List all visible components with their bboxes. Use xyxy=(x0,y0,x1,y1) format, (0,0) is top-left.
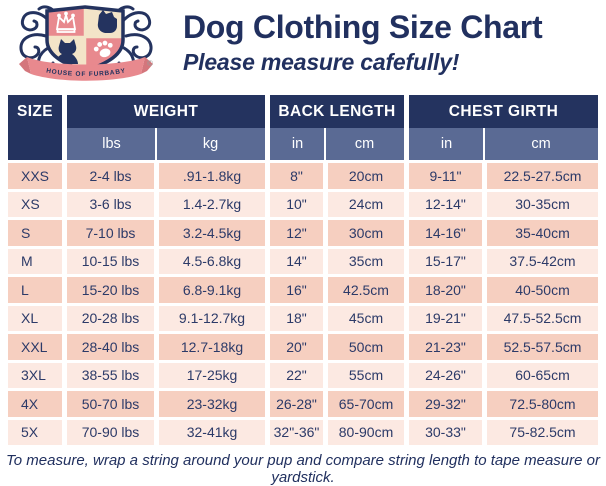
copyright-mark: © xyxy=(147,59,153,68)
unit-label: cm xyxy=(354,136,375,152)
table-cell: 60-65cm xyxy=(487,363,598,389)
table-cell: 32"-36" xyxy=(270,420,323,446)
weight-group-header: WEIGHT xyxy=(67,95,265,128)
table-cell: 4X xyxy=(8,391,62,417)
size-column-header: SIZE xyxy=(8,95,62,160)
ribbon-text: HOUSE OF FURBABY xyxy=(45,67,127,79)
table-cell: 22" xyxy=(270,363,323,389)
table-cell: 20cm xyxy=(328,163,404,189)
column-divider xyxy=(483,128,485,160)
table-cell: 45cm xyxy=(328,306,404,332)
table-cell: 30cm xyxy=(328,220,404,246)
table-cell: L xyxy=(8,277,62,303)
unit-label: lbs xyxy=(102,136,121,152)
table-cell: 29-32" xyxy=(409,391,482,417)
column-divider xyxy=(155,128,157,160)
unit-label: in xyxy=(440,136,453,152)
table-cell: 15-17" xyxy=(409,249,482,275)
table-cell: 35-40cm xyxy=(487,220,598,246)
table-cell: 19-21" xyxy=(409,306,482,332)
table-cell: 47.5-52.5cm xyxy=(487,306,598,332)
table-cell: 20-28 lbs xyxy=(67,306,154,332)
table-cell: 28-40 lbs xyxy=(67,334,154,360)
table-cell: 50cm xyxy=(328,334,404,360)
table-cell: 10-15 lbs xyxy=(67,249,154,275)
table-cell: 12-14" xyxy=(409,192,482,218)
table-cell: XL xyxy=(8,306,62,332)
table-cell: 2-4 lbs xyxy=(67,163,154,189)
table-cell: 7-10 lbs xyxy=(67,220,154,246)
table-cell: 3-6 lbs xyxy=(67,192,154,218)
table-cell: 80-90cm xyxy=(328,420,404,446)
size-chart-table xyxy=(8,95,598,445)
chest-girth-units-header xyxy=(409,128,598,160)
table-cell: 23-32kg xyxy=(159,391,265,417)
table-cell: 9.1-12.7kg xyxy=(159,306,265,332)
back-length-group-header: BACK LENGTH xyxy=(270,95,404,128)
back-length-units-header xyxy=(270,128,404,160)
table-cell: 4.5-6.8kg xyxy=(159,249,265,275)
table-cell: 22.5-27.5cm xyxy=(487,163,598,189)
table-cell: 55cm xyxy=(328,363,404,389)
table-cell: S xyxy=(8,220,62,246)
table-cell: 1.4-2.7kg xyxy=(159,192,265,218)
table-cell: 9-11" xyxy=(409,163,482,189)
table-cell: .91-1.8kg xyxy=(159,163,265,189)
table-cell: 15-20 lbs xyxy=(67,277,154,303)
table-cell: 14-16" xyxy=(409,220,482,246)
table-cell: 3XL xyxy=(8,363,62,389)
header xyxy=(183,11,542,76)
table-cell: 8" xyxy=(270,163,323,189)
table-cell: 12.7-18kg xyxy=(159,334,265,360)
table-cell: 12" xyxy=(270,220,323,246)
table-cell: XXL xyxy=(8,334,62,360)
table-cell: 42.5cm xyxy=(328,277,404,303)
page-subtitle: Please measure cafefully! xyxy=(183,48,460,75)
table-cell: 14" xyxy=(270,249,323,275)
table-cell: 26-28" xyxy=(270,391,323,417)
chest-girth-group-header: CHEST GIRTH xyxy=(409,95,598,128)
table-cell: M xyxy=(8,249,62,275)
table-cell: 24-26" xyxy=(409,363,482,389)
table-cell: 70-90 lbs xyxy=(67,420,154,446)
table-cell: 18-20" xyxy=(409,277,482,303)
measure-note: To measure, wrap a string around your pup and compare string length to tape measure or yardstick. xyxy=(6,452,600,486)
table-cell: 3.2-4.5kg xyxy=(159,220,265,246)
table-cell: 35cm xyxy=(328,249,404,275)
page-title: Dog Clothing Size Chart xyxy=(183,9,543,45)
table-cell: 5X xyxy=(8,420,62,446)
table-cell: 24cm xyxy=(328,192,404,218)
table-cell: 37.5-42cm xyxy=(487,249,598,275)
table-cell: 30-33" xyxy=(409,420,482,446)
table-cell: 50-70 lbs xyxy=(67,391,154,417)
unit-label: kg xyxy=(202,136,219,152)
table-cell: 18" xyxy=(270,306,323,332)
table-cell: 16" xyxy=(270,277,323,303)
table-cell: XXS xyxy=(8,163,62,189)
table-cell: 10" xyxy=(270,192,323,218)
crest-logo xyxy=(10,2,162,88)
table-cell: 65-70cm xyxy=(328,391,404,417)
table-cell: 52.5-57.5cm xyxy=(487,334,598,360)
table-cell: 20" xyxy=(270,334,323,360)
table-cell: 6.8-9.1kg xyxy=(159,277,265,303)
table-cell: 32-41kg xyxy=(159,420,265,446)
table-cell: 40-50cm xyxy=(487,277,598,303)
table-cell: 30-35cm xyxy=(487,192,598,218)
table-cell: 38-55 lbs xyxy=(67,363,154,389)
unit-label: in xyxy=(291,136,304,152)
table-cell: 75-82.5cm xyxy=(487,420,598,446)
unit-label: cm xyxy=(531,136,551,152)
table-cell: 72.5-80cm xyxy=(487,391,598,417)
table-cell: 21-23" xyxy=(409,334,482,360)
shield-icon xyxy=(47,7,123,71)
weight-units-header xyxy=(67,128,265,160)
table-cell: 17-25kg xyxy=(159,363,265,389)
table-cell: XS xyxy=(8,192,62,218)
column-divider xyxy=(324,128,326,160)
